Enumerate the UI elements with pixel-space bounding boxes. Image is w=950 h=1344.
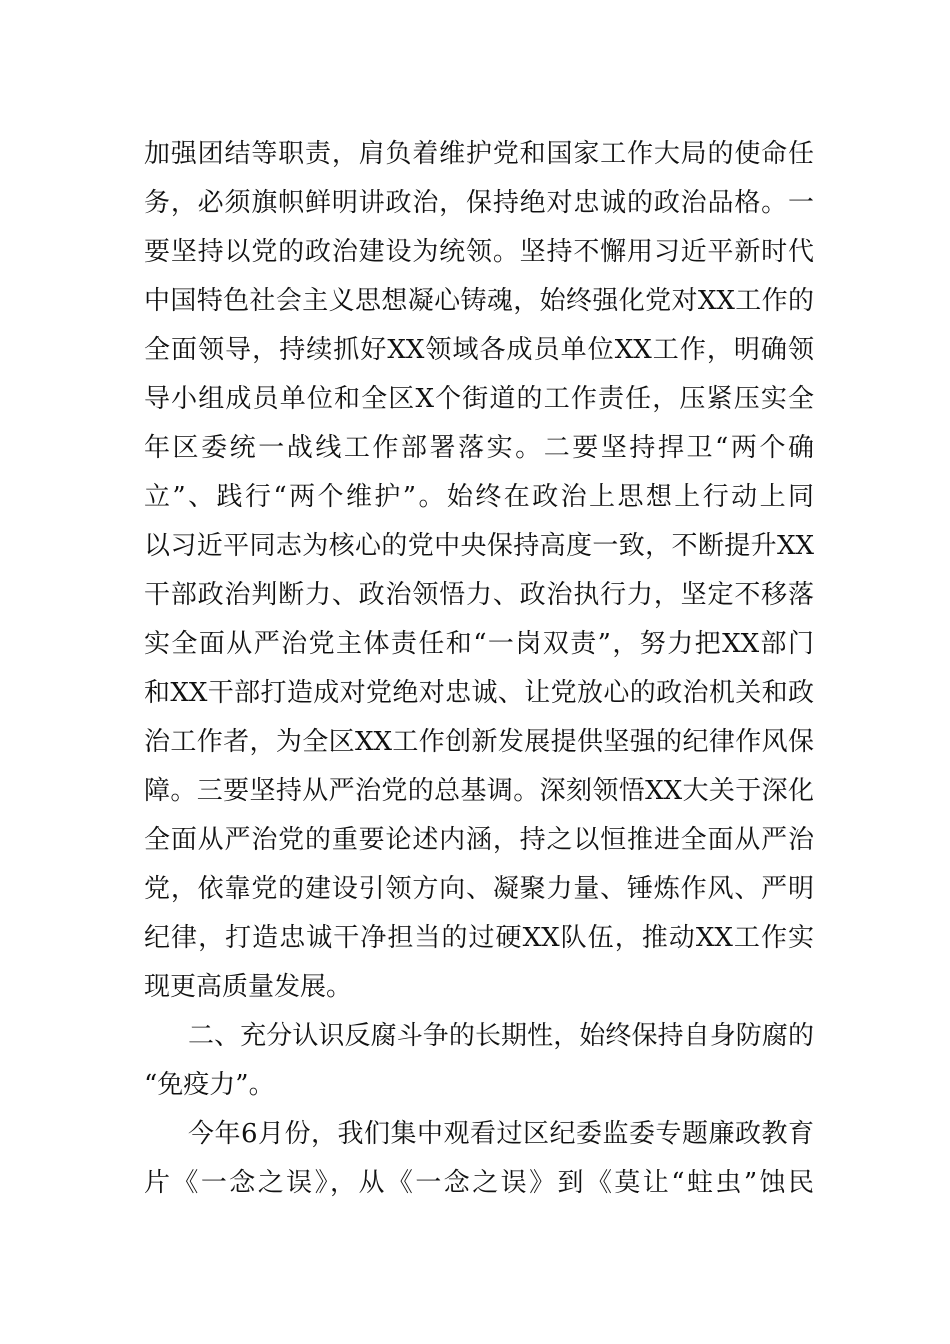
- text-line-15: 全面从严治党的重要论述内涵，持之以恒推进全面从严治: [144, 825, 814, 855]
- text-line-7: 年区委统一战线工作部署落实。二要坚持捍卫“两个确: [144, 433, 814, 463]
- text-line-1: 加强团结等职责，肩负着维护党和国家工作大局的使命任: [144, 139, 814, 169]
- text-line-12: 和XX干部打造成对党绝对忠诚、让党放心的政治机关和政: [144, 678, 814, 708]
- text-line-9: 以习近平同志为核心的党中央保持高度一致，不断提升XX: [144, 531, 814, 561]
- text-line-5: 全面领导，持续抓好XX领域各成员单位XX工作，明确领: [144, 335, 814, 365]
- text-line-13: 治工作者，为全区XX工作创新发展提供坚强的纪律作风保: [144, 727, 814, 757]
- section-heading-line-1: 二、充分认识反腐斗争的长期性，始终保持自身防腐的: [188, 1021, 814, 1051]
- text-line-11: 实全面从严治党主体责任和“一岗双责”，努力把XX部门: [144, 629, 814, 659]
- body-text: [144, 130, 814, 1208]
- section-heading-line-2: “免疫力”。: [144, 1070, 275, 1100]
- text-line-10: 干部政治判断力、政治领悟力、政治执行力，坚定不移落: [144, 580, 814, 610]
- text-line-18: 现更高质量发展。: [144, 972, 353, 1002]
- text-line-6: 导小组成员单位和全区X个街道的工作责任，压紧压实全: [144, 384, 814, 414]
- text-line-8: 立”、践行“两个维护”。始终在政治上思想上行动上同: [144, 482, 814, 512]
- text-line-2: 务，必须旗帜鲜明讲政治，保持绝对忠诚的政治品格。一: [144, 188, 814, 218]
- text-line-4: 中国特色社会主义思想凝心铸魂，始终强化党对XX工作的: [144, 286, 814, 316]
- text-line-17: 纪律，打造忠诚干净担当的过硬XX队伍，推动XX工作实: [144, 923, 814, 953]
- text-line-21: 今年6月份，我们集中观看过区纪委监委专题廉政教育: [188, 1119, 814, 1149]
- text-line-22: 片《一念之误》，从《一念之误》到《莫让“蛀虫”蚀民: [144, 1168, 814, 1198]
- text-line-3: 要坚持以党的政治建设为统领。坚持不懈用习近平新时代: [144, 237, 814, 267]
- text-line-16: 党，依靠党的建设引领方向、凝聚力量、锤炼作风、严明: [144, 874, 814, 904]
- text-line-14: 障。三要坚持从严治党的总基调。深刻领悟XX大关于深化: [144, 776, 814, 806]
